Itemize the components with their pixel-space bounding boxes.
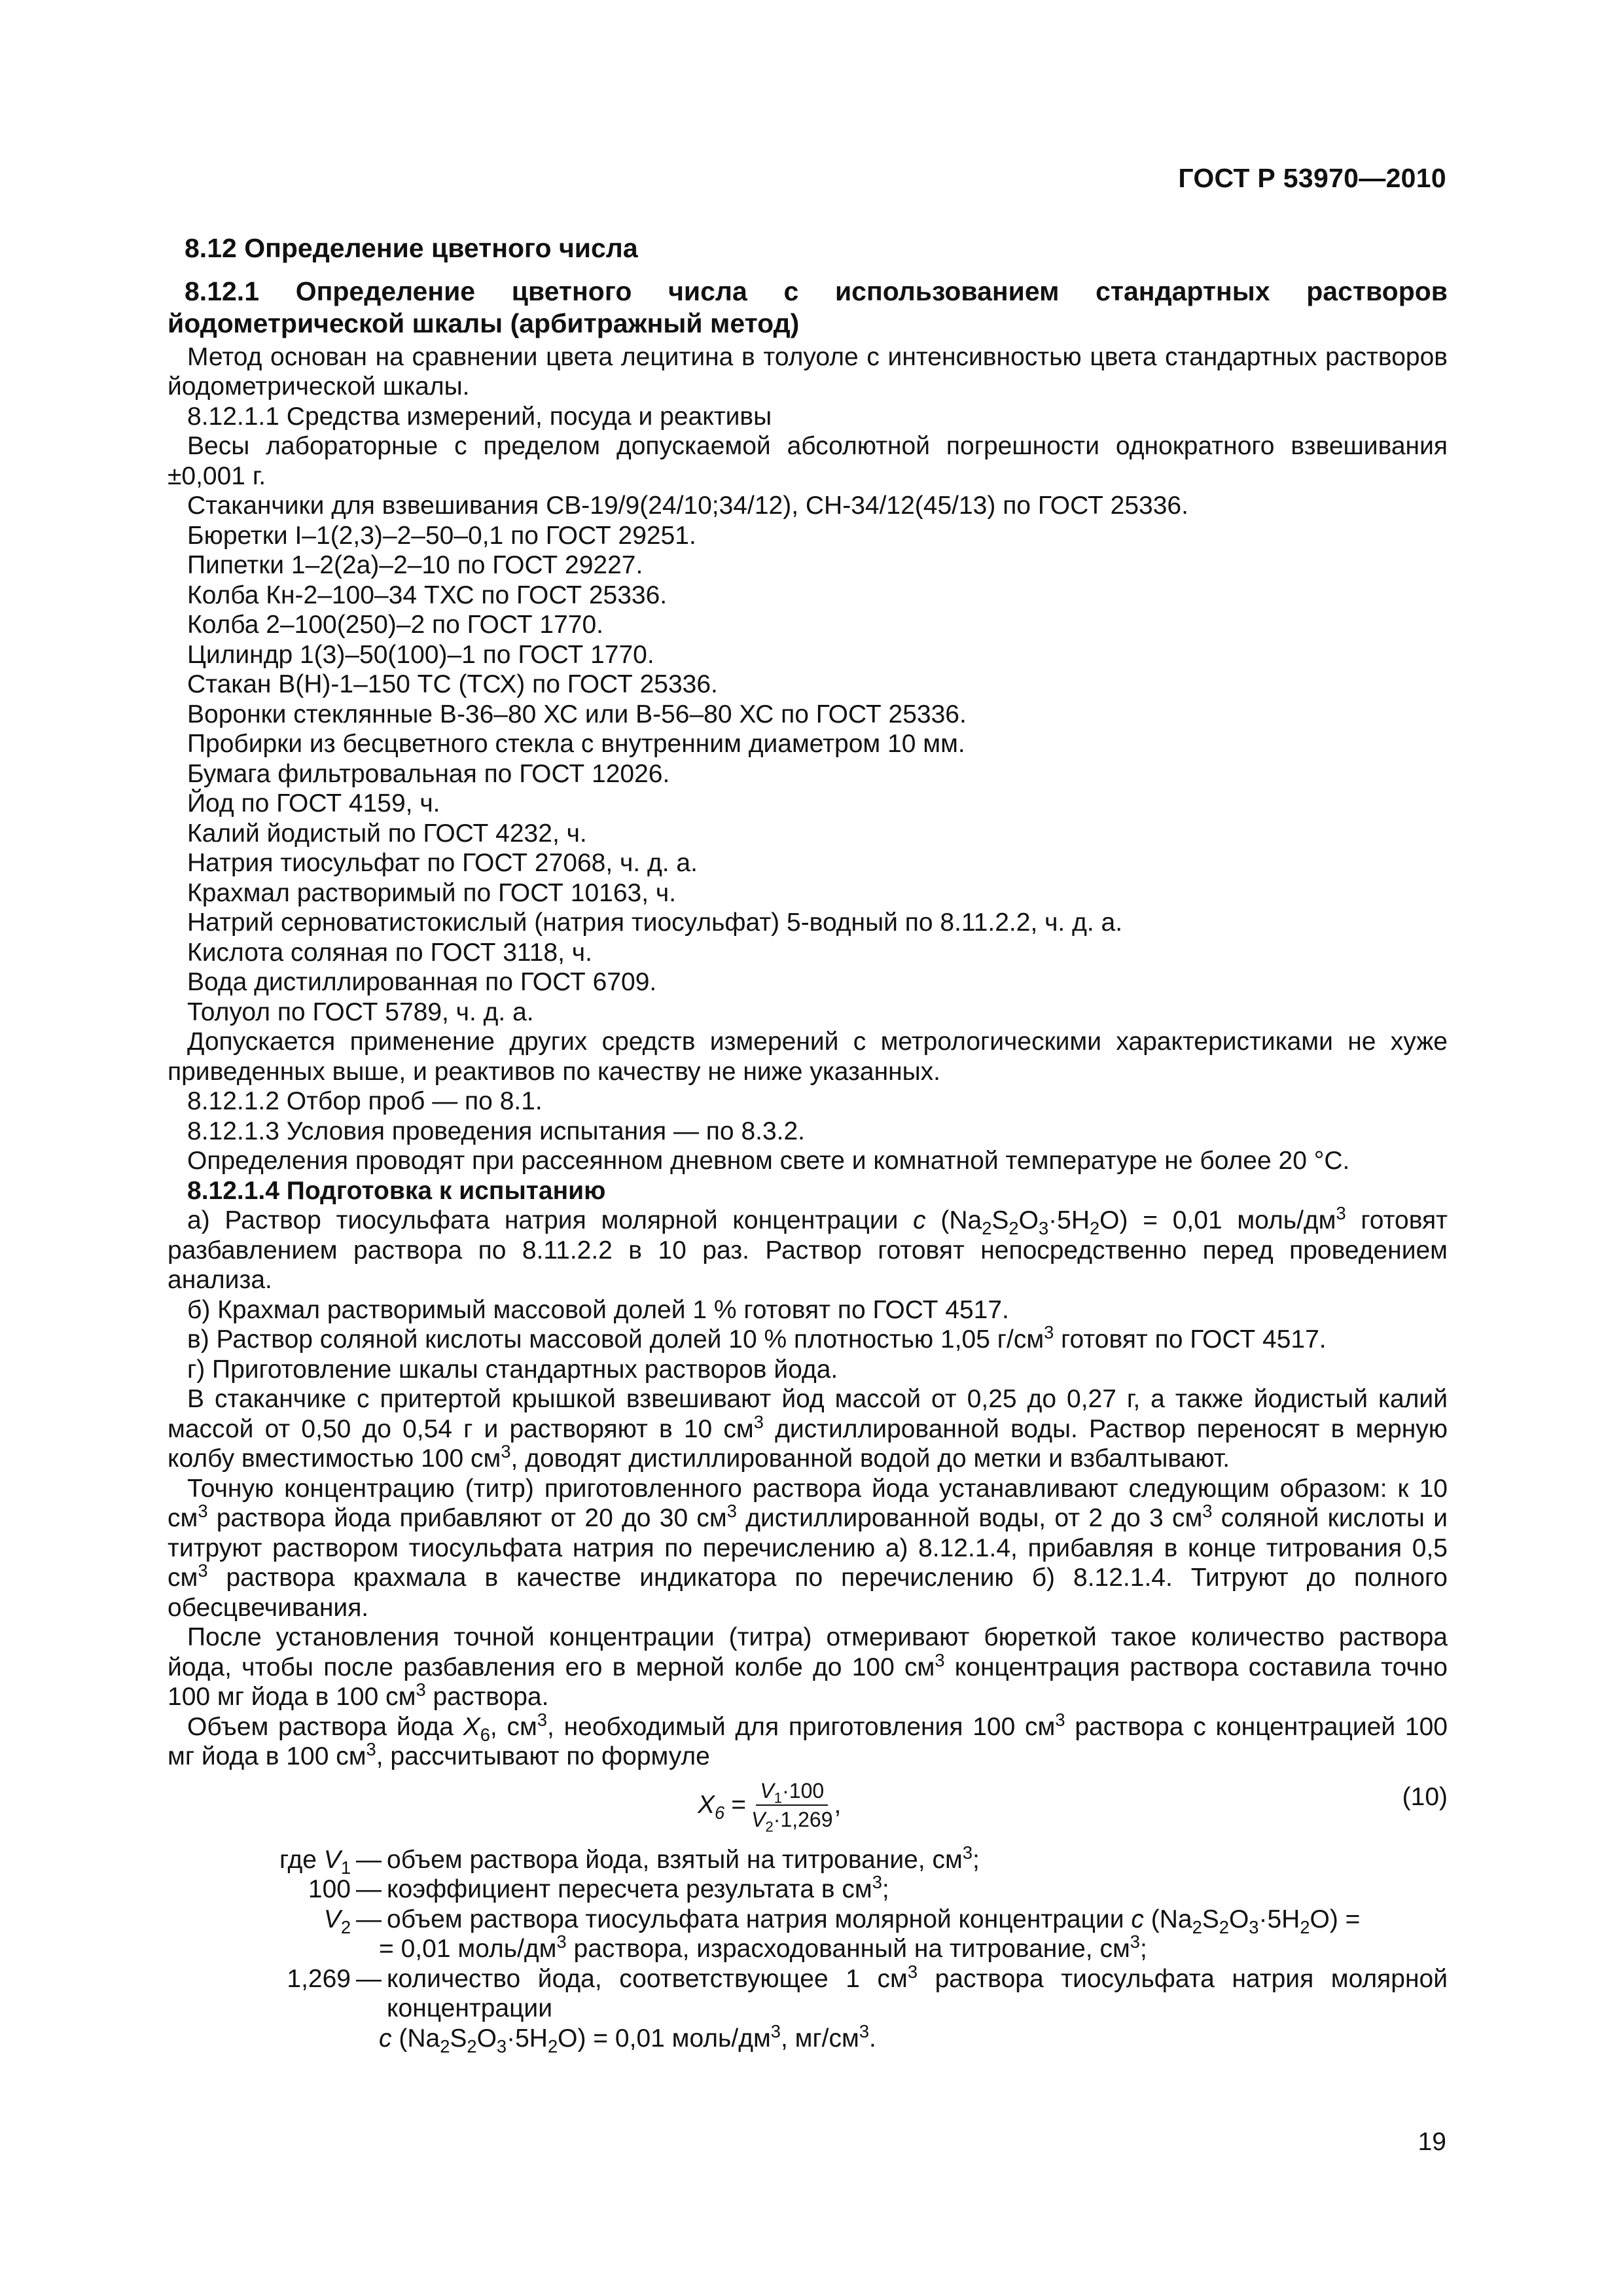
titration-paragraph: Точную концентрацию (титр) приготовленного раствора йода устанавливают следующим образом: к 10 $см^3$ раствора йода прибавляют от 20 до 30 $см^3$ дистиллированной воды, от 2 до 3 $см^3$ соляной кислоты и титруют раствором тиосульфата натрия по перечислению а) 8.12.1.4, прибавляя в конце титрования 0,5 $см^3$ раствора крахмала в качестве индикатора по перечислению б) 8.12.1.4. Титруют до полного обесцвечивания. (168, 1474, 1448, 1622)
document-code-header: ГОСТ Р 53970—2010 (1178, 163, 1446, 193)
list-item: Вода дистиллированная по ГОСТ 6709. (187, 968, 657, 996)
list-item: Крахмал растворимый по ГОСТ 10163, ч. (187, 878, 677, 907)
item-b-paragraph: б) Крахмал растворимый массовой долей 1 % готовят по ГОСТ 4517. (187, 1295, 1009, 1324)
formula-10 (168, 1774, 1448, 1840)
list-item: Колба 2–100(250)–2 по ГОСТ 1770. (187, 611, 604, 639)
list-item: Натрий серноватистокислый (натрия тиосульфат) 5-водный по 8.11.2.2, ч. д. а. (187, 908, 1123, 937)
list-item: Цилиндр 1(3)–50(100)–1 по ГОСТ 1770. (187, 640, 654, 669)
list-item: Бумага фильтровальная по ГОСТ 12026. (187, 759, 670, 788)
legend-row-1269: 1,269 — количество йода, соответствующее 1 $см^3$ раствора тиосульфата натрия молярной концентрации (287, 1961, 1448, 2022)
legend-row-v2: $V_2$ — объем раствора тиосульфата натрия молярной концентрации c $(Na_2S_2O_3\cdot 5H_2O)$ = (323, 1905, 1361, 1937)
conditions-paragraph: Определения проводят при рассеянном дневном свете и комнатной температуре не более 20 °С. (187, 1147, 1350, 1175)
item-v-paragraph: в) Раствор соляной кислоты массовой долей 10 % плотностью 1,05 $г/см^3$ готовят по ГОСТ 4517. (187, 1322, 1327, 1354)
document-body (168, 233, 1448, 2056)
section-title: 8.12 Определение цветного числа (185, 233, 638, 263)
formula-legend (168, 1842, 1448, 2056)
legend-row-v2-continuation: = 0,01 моль/$дм^3$ раствора, израсходованный на титрование, $см^3$; (379, 1931, 1147, 1963)
item-a-paragraph: а) Раствор тиосульфата натрия молярной концентрации c $(Na_2S_2O_3\cdot 5H_2O) = 0,01$ моль/$дм^3$ готовят разбавлением раствора по 8.11.2.2 в 10 раз. Раствор готовят непосредственно перед проведением анализа. (168, 1203, 1448, 1294)
subsection-title: 8.12.1 Определение цветного числа с использованием стандартных растворов йодометрической шкалы (арбитражный метод) (168, 276, 1448, 338)
equipment-list (168, 491, 1448, 1027)
clause-8-12-1-1: 8.12.1.1 Средства измерений, посуда и реактивы (187, 402, 772, 431)
formula-fraction: $\frac{V_1\cdot 100}{V_2\cdot 1,269}$ (751, 1778, 833, 1835)
equation-number: (10) (1402, 1782, 1448, 1811)
list-item: Пипетки 1–2(2а)–2–10 по ГОСТ 29227. (187, 551, 643, 579)
list-item: Колба Кн-2–100–34 ТХС по ГОСТ 25336. (187, 581, 668, 609)
legend-row-100: 100 — коэффициент пересчета результата в $см^3$; (308, 1872, 889, 1903)
list-item: Кислота соляная по ГОСТ 3118, ч. (187, 938, 592, 967)
list-item: Стаканчики для взвешивания СВ-19/9(24/10;34/12), СН-34/12(45/13) по ГОСТ 25336. (187, 492, 1188, 520)
clause-8-12-1-3: 8.12.1.3 Условия проведения испытания — по 8.3.2. (187, 1117, 806, 1145)
clause-8-12-1-4-title: 8.12.1.4 Подготовка к испытанию (187, 1176, 606, 1205)
formula-expression: $X_6$ = $\frac{V_1\cdot 100}{V_2\cdot 1,269}$ , (698, 1778, 842, 1835)
list-item: Пробирки из бесцветного стекла с внутренним диаметром 10 мм. (187, 730, 965, 758)
clause-8-12-1-2: 8.12.1.2 Отбор проб — по 8.1. (187, 1087, 543, 1115)
list-item: Калий йодистый по ГОСТ 4232, ч. (187, 819, 587, 848)
list-item: Бюретки I–1(2,3)–2–50–0,1 по ГОСТ 29251. (187, 521, 696, 550)
list-item: Йод по ГОСТ 4159, ч. (187, 789, 440, 817)
volume-paragraph: Объем раствора йода $X_6$, $см^3$, необходимый для приготовления 100 $см^3$ раствора с концентрацией 100 мг йода в 100 $см^3$, рассчитывают по формуле (168, 1709, 1448, 1770)
page-number: 19 (1418, 2128, 1446, 2156)
legend-row-1269-continuation: c $(Na_2S_2O_3\cdot 5H_2O) = 0,01$ моль/$дм^3$, $мг/см^3$. (379, 2020, 876, 2056)
list-item: Стакан В(Н)-1–150 ТС (ТСХ) по ГОСТ 25336. (187, 670, 718, 698)
method-intro: Метод основан на сравнении цвета лецитина в толуоле с интенсивностью цвета стандартных растворов йодометрической шкалы. (168, 342, 1448, 401)
iodine-prep-paragraph: В стаканчике с притертой крышкой взвешивают йод массой от 0,25 до 0,27 г, а также йодистый калий массой от 0,50 до 0,54 г и растворяют в 10 $см^3$ дистиллированной воды. Раствор переносят в мерную колбу вместимостью 100 $см^3$, доводят дистиллированной водой до метки и взбалтывают. (168, 1385, 1448, 1473)
list-item: Воронки стеклянные В-36–80 ХС или В-56–80 ХС по ГОСТ 25336. (187, 700, 967, 728)
list-item: Толуол по ГОСТ 5789, ч. д. а. (187, 997, 534, 1026)
item-g-paragraph: г) Приготовление шкалы стандартных растворов йода. (187, 1355, 838, 1384)
legend-row-v1: где $V_1$ — объем раствора йода, взятый на титрование, $см^3$; (279, 1842, 980, 1878)
allowed-paragraph: Допускается применение других средств измерений с метрологическими характеристиками не хуже приведенных выше, и реактивов по качеству не ниже указанных. (168, 1028, 1448, 1086)
list-item: Натрия тиосульфат по ГОСТ 27068, ч. д. а. (187, 849, 698, 877)
scales-paragraph: Весы лабораторные с пределом допускаемой абсолютной погрешности однократного взвешивания ±0,001 г. (168, 432, 1448, 490)
dilution-paragraph: После установления точной концентрации (титра) отмеривают бюреткой такое количество раствора йода, чтобы после разбавления его в мерной колбе до 100 $см^3$ концентрация раствора составила точно 100 мг йода в 100 $см^3$ раствора. (168, 1623, 1448, 1711)
